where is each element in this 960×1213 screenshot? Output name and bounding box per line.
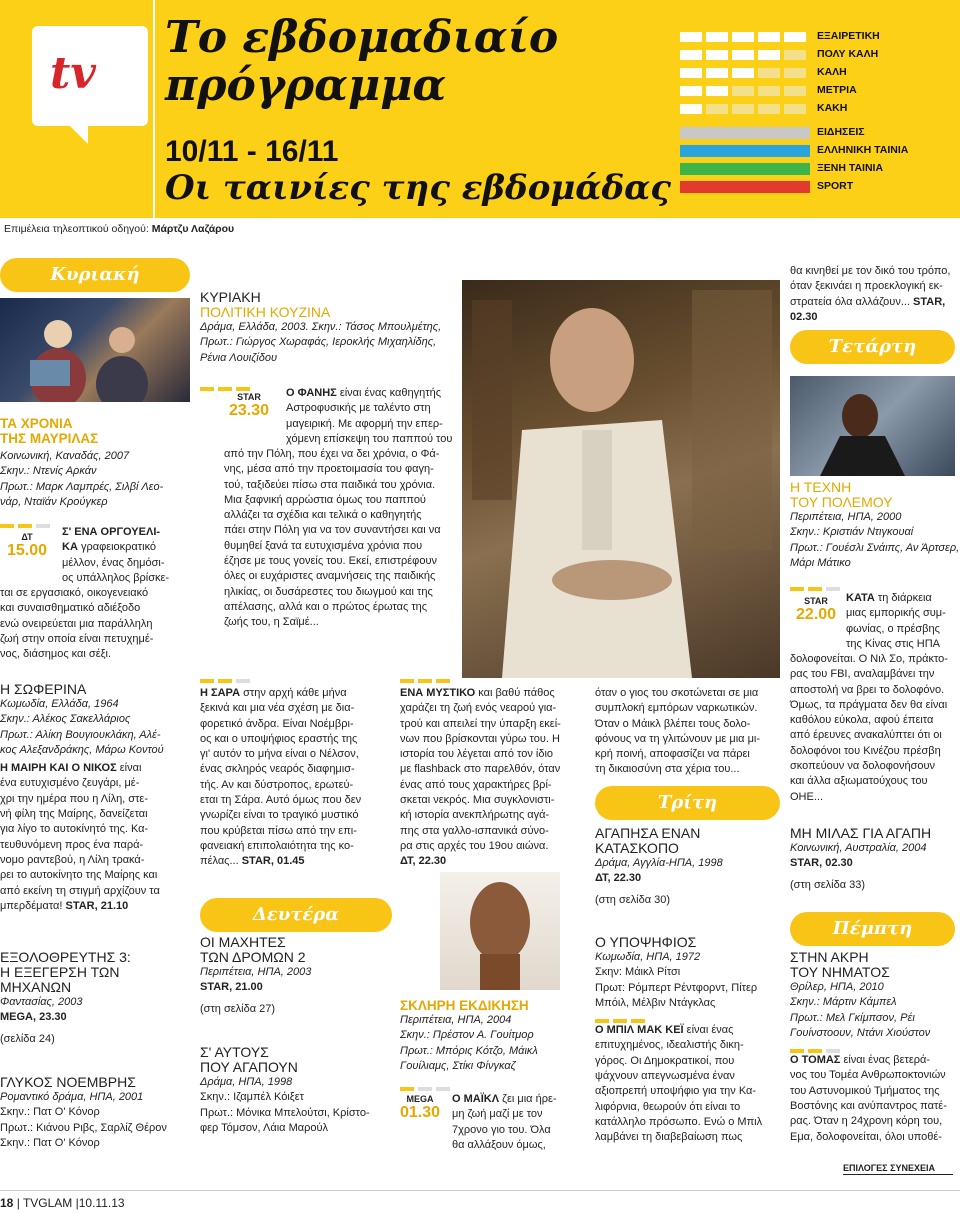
- editor-credit: Επιμέλεια τηλεοπτικού οδηγού: Μάρτζυ Λαζάρου: [4, 223, 235, 235]
- rating-stars: [400, 670, 454, 674]
- photo-politiki-kouzina: [462, 280, 780, 678]
- legend-rating-block: [680, 86, 702, 96]
- legend-rating-label: ΜΕΤΡΙΑ: [817, 84, 857, 96]
- legend-rating-block: [732, 68, 754, 78]
- legend-category-row: [680, 126, 940, 141]
- day-banner-wednesday: Τετάρτη: [790, 330, 955, 364]
- photo-skliri-ekdikisi-image: [440, 872, 560, 990]
- film-candidate: Ο ΥΠΟΨΗΦΙΟΣ Κωμωδία, ΗΠΑ, 1972 Σκην: Μάικλ Ρίτσι Πρωτ: Ρόμπερτ Ρέντφορντ, Πίτερ Μπόιλ, Μέλβιν Ντάγκλας Ο ΜΠΙΛ ΜΑΚ ΚΕΪ είναι ένας επιτυχημένος, ιδεαλιστής δικη- γόρος. Οι Δημοκρατικοί, που ψάχνουν απεγνωσμένα έναν αξιοπρεπή υποψήφιο για την Κα- λιφόρνια, θεωρούν ότι είναι το κατάλληλο πρόσωπο. Ενώ ο Μπιλ λαμβάνει τη διαβεβαίωση πως: [595, 935, 780, 1146]
- rating-stars: [200, 378, 254, 382]
- channel-badge: STAR 23.30: [228, 392, 270, 419]
- legend-category-swatch: [680, 181, 810, 193]
- legend-rating-block: [758, 104, 780, 114]
- legend-category-row: [680, 180, 940, 195]
- page-title: Το εβδομαδιαίο πρόγραμμα: [165, 12, 559, 111]
- legend-rating-block: [784, 104, 806, 114]
- photo-politiki-kouzina-image: [462, 280, 780, 678]
- photo-mavrila-image: [0, 298, 190, 402]
- legend-category-row: [680, 144, 940, 159]
- legend-rating-block: [732, 50, 754, 60]
- film-michael-cont: όταν ο γιος του σκοτώνεται σε μια συμπλοκή εμπόρων ναρκωτικών. Όταν ο Μάικλ βλέπει τους δολο- φόνους να τη γλιτώνουν με μια μι- κρή ποινή, αποφασίζει να πάρει τη δικαιοσύνη στα χέρια του...: [595, 687, 761, 776]
- day-banner-sunday: Κυριακή: [0, 258, 190, 292]
- legend-rating-block: [680, 68, 702, 78]
- legend-rating-row: [680, 30, 940, 45]
- film-dont-talk-about-love: ΜΗ ΜΙΛΑΣ ΓΙΑ ΑΓΑΠΗ Κοινωνική, Αυστραλία, 2004 STAR, 02.30 (στη σελίδα 33): [790, 825, 932, 891]
- legend-rating-block: [758, 50, 780, 60]
- legend-rating-label: ΕΞΑΙΡΕΤΙΚΗ: [817, 30, 880, 42]
- legend-rating-label: ΚΑΛΗ: [817, 66, 847, 78]
- film-politiki-kouzina-synopsis-a: Ο ΦΑΝΗΣ είναι ένας καθηγητής Αστροφυσικής με ταλέντο στη μαγειρική. Με αφορμή την επερ- χόμενη επίσκεψη του παππού του: [286, 387, 453, 445]
- film-skliri-ekdikisi-synopsis: Ο ΜΑΪΚΛ ζει μια ήρε- μη ζωή μαζί με τον 7χρονο γιο του. Όλα θα αλλάξουν όμως,: [452, 1093, 557, 1151]
- legend-category-swatch: [680, 145, 810, 157]
- film-loved-a-spy: ΑΓΑΠΗΣΑ ΕΝΑΝ ΚΑΤΑΣΚΟΠΟ Δράμα, Αγγλία-ΗΠΑ, 1998 ΔΤ, 22.30 (στη σελίδα 30): [595, 825, 723, 906]
- legend-category-label: ΞΕΝΗ ΤΑΙΝΙΑ: [817, 162, 884, 174]
- photo-art-of-war-image: [790, 376, 955, 476]
- day-banner-thursday: Πέμπτη: [790, 912, 955, 946]
- legend-category-swatch: [680, 127, 810, 139]
- legend-rating-label: ΠΟΛΥ ΚΑΛΗ: [817, 48, 879, 60]
- legend-rating-block: [732, 32, 754, 42]
- week-dates: 10/11 - 16/11: [165, 135, 339, 168]
- film-skliri-ekdikisi: ΣΚΛΗΡΗ ΕΚΔΙΚΗΣΗ Περιπέτεια, ΗΠΑ, 2004 Σκην.: Πρέστον Α. Γουίτμορ Πρωτ.: Μπόρις Κότζο, Μάικλ Γουίλιαμς, Στίκι Φίνγκαζ: [400, 998, 538, 1072]
- photo-art-of-war: [790, 376, 955, 476]
- legend-rating-block: [784, 68, 806, 78]
- legend-rating-block: [706, 50, 728, 60]
- legend-rating-block: [732, 86, 754, 96]
- film-mavrila: ΤΑ ΧΡΟΝΙΑ ΤΗΣ ΜΑΥΡΙΛΑΣ Κοινωνική, Καναδάς, 2007 Σκην.: Ντενίς Αρκάν Πρωτ.: Μαρκ Λαμπρές, Σιλβί Λεο- νάρ, Νταϊάν Κρούγκερ: [0, 416, 164, 508]
- legend-rating-block: [784, 50, 806, 60]
- legend-rating-block: [680, 50, 702, 60]
- film-mavrila-synopsis-a: Σ' ΕΝΑ ΟΡΓΟΥΕΛΙ- ΚΑ γραφειοκρατικό μέλλον, ένας δημόσι- ος υπάλληλος βρίσκε-: [62, 526, 170, 584]
- footer-divider: [0, 1190, 960, 1191]
- film-sofervina: Η ΣΩΦΕΡΙΝΑ Κωμωδία, Ελλάδα, 1964 Σκην.: Αλέκος Σακελλάριος Πρωτ.: Αλίκη Βουγιουκλάκη, Αλέ- κος Αλεξανδράκης, Μάρω Κοντού Η ΜΑΙΡΗ ΚΑΙ Ο ΝΙΚΟΣ είναι ένα ευτυχισμένο ζευγάρι, μέ- χρι την ημέρα που η Λίλη, στε- νή φίλη της Μαίρης, δανείζεται για λίγο το αυτοκίνητό της. Κα- τευθυνόμενη προς ένα παρά- νομο ραντεβού, η Λίλη τρακά- ρει το αυτοκίνητο της Μαίρης και από εκείνη τη στιγμή αρχίζουν τα μπερδέματα! STAR, 21.10: [0, 681, 164, 912]
- legend-rating-row: [680, 84, 940, 99]
- tv-logo: tv: [32, 26, 148, 126]
- film-terminator: ΕΞΟΛΟΘΡΕΥΤΗΣ 3: Η ΕΞΕΓΕΡΣΗ ΤΩΝ ΜΗΧΑΝΩΝ Φαντασίας, 2003 MEGA, 23.30 (σελίδα 24): [0, 949, 131, 1045]
- page-subtitle: Οι ταινίες της εβδομάδας: [165, 168, 671, 208]
- legend-rating-block: [706, 86, 728, 96]
- film-sara-synopsis: Η ΣΑΡΑ στην αρχή κάθε μήνα ξεκινά και μια νέα σχέση με δια- φορετικό άνδρα. Είναι Νοέμβρι- ος και ο υποψήφιος εραστής της γι' αυτόν το μήνα είναι ο Νέλσον, ένας σκληρός νεαρός διαφημισ- τής. Αν και δύστροπος, ερωτεύ- εται τη Σάρα. Αυτό όμως που δεν γνωρίζει είναι το τραγικό μυστικό που κρύβεται πίσω από την επι- φανειακή επιπολαιότητα της κο- πέλας... STAR, 01.45: [200, 687, 362, 868]
- legend-rating-block: [784, 32, 806, 42]
- film-politiki-kouzina: ΚΥΡΙΑΚΗ ΠΟΛΙΤΙΚΗ ΚΟΥΖΙΝΑ Δράμα, Ελλάδα, 2003. Σκην.: Τάσος Μπουλμέτης, Πρωτ.: Γιώργος Χωραφάς, Ιεροκλής Μιχαηλίδης, Ρένια Λουιζίδου: [200, 289, 442, 364]
- legend-category-row: [680, 162, 940, 177]
- channel-badge: STAR 22.00: [795, 596, 837, 623]
- legend-category-label: ΕΛΛΗΝΙΚΗ ΤΑΙΝΙΑ: [817, 144, 909, 156]
- film-art-of-war-synopsis-b: δολοφονείται. Ο Νιλ Σο, πράκτο- ρας του FBI, αναλαμβάνει την αποστολή να βρει το δολοφόνο. Όμως, τα πράγματα δεν θα είναι καθόλου εύκολα, αφού έπειτα από έρευνες ανακαλύπτει ότι οι δολοφόνοι του Κινέζου πρέσβη σκοπεύουν να δολοφονήσουν και άλλα αξιωματούχους του ΟΗΕ...: [790, 653, 948, 803]
- channel-badge: ΔΤ 15.00: [6, 532, 48, 559]
- legend-rating-row: [680, 48, 940, 63]
- legend-rating-label: ΚΑΚΗ: [817, 102, 848, 114]
- rating-stars: [0, 515, 54, 519]
- channel-badge: MEGA 01.30: [399, 1094, 441, 1121]
- rating-stars: [200, 670, 254, 674]
- photo-skliri-ekdikisi: [440, 872, 560, 990]
- legend: [680, 30, 940, 198]
- day-banner-tuesday: Τρίτη: [595, 786, 780, 820]
- film-candidate-cont: θα κινηθεί με τον δικό του τρόπο, όταν ξεκινάει η προεκλογική εκ- στρατεία όλα αλλάζουν... STAR, 02.30: [790, 265, 951, 323]
- film-art-of-war-synopsis-a: ΚΑΤΑ τη διάρκεια μιας εμπορικής συμ- φωνίας, ο πρέσβης της Κίνας στις ΗΠΑ: [846, 592, 946, 650]
- photo-mavrila: [0, 298, 190, 402]
- header-divider: [153, 0, 155, 218]
- rating-stars: [790, 578, 844, 582]
- legend-rating-block: [706, 32, 728, 42]
- film-to-those-who-love: Σ' ΑΥΤΟΥΣ ΠΟΥ ΑΓΑΠΟΥΝ Δράμα, ΗΠΑ, 1998 Σκην.: Ιζαμπέλ Κόιξετ Πρωτ.: Μόνικα Μπελούτσι, Κρίστο- φερ Τόμσον, Λάια Μαρούλ: [200, 1044, 370, 1134]
- film-politiki-kouzina-synopsis-b: από την Πόλη, που έχει να δει χρόνια, ο Φά- νης, μέσα από την προετοιμασία του φαγη- τού, ταξιδεύει πίσω στα παιδικά του χρόνια. Μια ξαφνική αρρώστια όμως του παππού αλλάζει τα σχέδια και τελικά ο καθηγητής πάει στην Πόλη για να τον συναντήσει και να θυμηθεί ξανά τα ευτυχισμένα χρόνια που έζησε με τους γονείς του. Εκεί, επιστρέφουν όλες οι ευχάριστες αναμνήσεις της παιδικής ηλικίας, οι δυσάρεστες του διωγμού και της απέλασης, αλλά και ο πρώτος έρωτας της ζωής του, η Σαϊμέ...: [224, 448, 441, 629]
- legend-category-label: ΕΙΔΗΣΕΙΣ: [817, 126, 865, 138]
- legend-rating-block: [680, 32, 702, 42]
- legend-rating-row: [680, 102, 940, 117]
- legend-rating-block: [758, 68, 780, 78]
- rating-stars: [790, 1043, 960, 1047]
- film-secret-synopsis: ΕΝΑ ΜΥΣΤΙΚΟ και βαθύ πάθος χαράζει τη ζωή ενός νεαρού για- τρού και απειλεί την ύπαρξη εκεί- νων που βρίσκονται γύρω του. Η ιστορία του λέγεται από τον ίδιο με flashback στο παρελθόν, όταν ένας από τους χαρακτήρες βρί- σκεται νεκρός. Μια συγκλονιστι- κή ιστορία ανεκπλήρωτης αγά- πης στα γαλλο-ισπανικά σύνο- ρα στις αρχές του 19ου αιώνα. ΔΤ, 22.30: [400, 687, 561, 868]
- legend-rating-row: [680, 66, 940, 81]
- legend-rating-block: [732, 104, 754, 114]
- legend-rating-block: [706, 68, 728, 78]
- film-sweet-november: ΓΛΥΚΟΣ ΝΟΕΜΒΡΗΣ Ρομαντικό δράμα, ΗΠΑ, 2001 Σκην.: Πατ Ο' Κόνορ Πρωτ.: Κιάνου Ριβς, Σαρλίζ Θέρον Σκην.: Πατ Ο' Κόνορ: [0, 1074, 167, 1149]
- rating-stars: [595, 1013, 780, 1017]
- film-street-fighters: ΟΙ ΜΑΧΗΤΕΣ ΤΩΝ ΔΡΟΜΩΝ 2 Περιπέτεια, ΗΠΑ, 2003 STAR, 21.00 (στη σελίδα 27): [200, 934, 312, 1015]
- legend-rating-block: [758, 86, 780, 96]
- film-edge-of-darkness: ΣΤΗΝ ΑΚΡΗ ΤΟΥ ΝΗΜΑΤΟΣ Θρίλερ, ΗΠΑ, 2010 Σκην.: Μάρτιν Κάμπελ Πρωτ.: Μελ Γκίμπσον, Ρέι Γουίνστοουν, Ντάνι Χιούστον Ο ΤΟΜΑΣ είναι ένας βετερά- νος του Τομέα Ανθρωποκτονιών του Αστυνομικού Τμήματος της Βοστόνης και ανύπαντρος πατέ- ρας. Όταν η 24χρονη κόρη του, Εμα, δολοφονείται, όλοι υποθέ-: [790, 950, 960, 1145]
- film-art-of-war: Η ΤΕΧΝΗ ΤΟΥ ΠΟΛΕΜΟΥ Περιπέτεια, ΗΠΑ, 2000 Σκην.: Κριστιάν Ντιγκουαί Πρωτ.: Γουέσλι Σνάιπς, Αν Άρτσερ, Μάρι Μάτικο: [790, 479, 960, 569]
- legend-rating-block: [758, 32, 780, 42]
- legend-rating-block: [706, 104, 728, 114]
- film-mavrila-synopsis-b: ται σε εργασιακό, οικογενειακό και συναισθηματικό αδιέξοδο ενώ ονειρεύεται μια παράλληλη ζωή στην οποία είναι πετυχημέ- νος, διάσημος και σέξι.: [0, 587, 154, 661]
- legend-rating-block: [784, 86, 806, 96]
- legend-category-label: SPORT: [817, 180, 854, 192]
- page-footer: 18 | TVGLAM |10.11.13: [0, 1196, 125, 1210]
- continued-label: ΕΠΙΛΟΓΕΣ ΣΥΝΕΧΕΙΑ: [843, 1163, 953, 1175]
- rating-stars: [400, 1078, 454, 1082]
- legend-category-swatch: [680, 163, 810, 175]
- day-banner-monday: Δευτέρα: [200, 898, 392, 932]
- legend-rating-block: [680, 104, 702, 114]
